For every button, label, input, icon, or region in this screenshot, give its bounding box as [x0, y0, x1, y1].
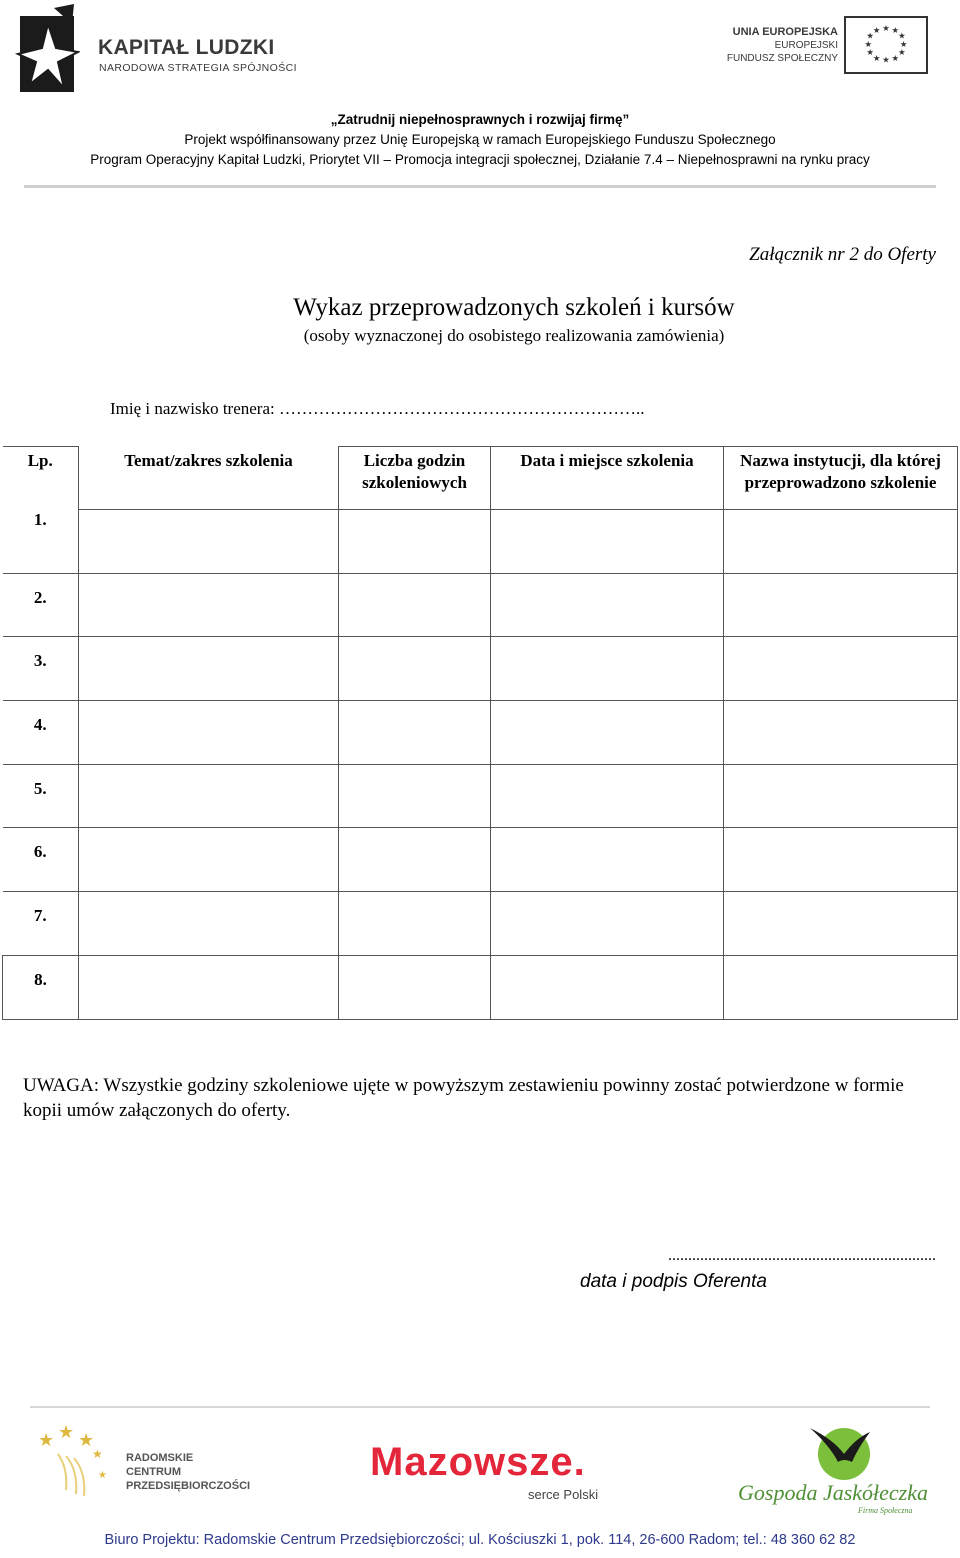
gospoda-wordmark: Gospoda Jaskółeczka [738, 1480, 929, 1505]
cell-date-place[interactable] [491, 764, 724, 828]
header-topic: Temat/zakres szkolenia [79, 447, 339, 510]
cell-date-place[interactable] [491, 573, 724, 637]
header-hours: Liczba godzin szkoleniowych [339, 447, 491, 510]
mazowsze-logo [370, 1440, 620, 1506]
cell-institution[interactable] [724, 701, 958, 765]
svg-text:★: ★ [866, 30, 874, 41]
svg-text:★: ★ [872, 24, 881, 35]
table-row [3, 510, 958, 574]
svg-text:★: ★ [899, 38, 908, 49]
project-slogan: „Zatrudnij niepełnosprawnych i rozwijaj firmę” [330, 112, 630, 127]
cell-hours[interactable] [339, 637, 491, 701]
row-number: 1. [3, 510, 79, 574]
cell-institution[interactable] [724, 573, 958, 637]
cell-topic[interactable] [79, 510, 339, 574]
table-row [3, 828, 958, 892]
trainer-name-field[interactable]: Imię i nazwisko trenera: ……………………………………………………….. [110, 399, 645, 418]
table-row [3, 573, 958, 637]
row-number: 7. [3, 892, 79, 956]
cell-date-place[interactable] [491, 955, 724, 1019]
row-number: 4. [3, 701, 79, 765]
row-number: 3. [3, 637, 79, 701]
project-funding-line: Projekt współfinansowany przez Unię Europejską w ramach Europejskiego Funduszu Społecznego [184, 132, 776, 147]
signature-line[interactable]: ................................................................... [668, 1247, 936, 1264]
kapital-ludzki-star-icon [14, 4, 80, 94]
cell-date-place[interactable] [491, 637, 724, 701]
cell-institution[interactable] [724, 892, 958, 956]
cell-topic[interactable] [79, 764, 339, 828]
cell-topic[interactable] [79, 955, 339, 1019]
row-number: 8. [3, 955, 79, 1019]
cell-topic[interactable] [79, 637, 339, 701]
footer-divider [30, 1406, 930, 1408]
document-title: Wykaz przeprowadzonych szkoleń i kursów [293, 294, 735, 321]
swallow-icon [804, 1418, 874, 1484]
svg-text:★: ★ [898, 47, 906, 58]
svg-text:★: ★ [58, 1424, 75, 1443]
svg-text:★: ★ [92, 1447, 103, 1461]
svg-text:★: ★ [872, 52, 881, 63]
rcp-stars-icon [36, 1424, 116, 1504]
svg-text:★: ★ [882, 23, 890, 34]
kapital-ludzki-title: KAPITAŁ LUDZKI [98, 36, 275, 59]
table-row [3, 764, 958, 828]
cell-institution[interactable] [724, 764, 958, 828]
cell-topic[interactable] [79, 828, 339, 892]
cell-institution[interactable] [724, 955, 958, 1019]
cell-hours[interactable] [339, 828, 491, 892]
signature-label: data i podpis Oferenta [580, 1271, 767, 1292]
header-institution: Nazwa instytucji, dla której przeprowadzono szkolenie [724, 447, 958, 510]
header-date-place: Data i miejsce szkolenia [491, 447, 724, 510]
eu-logo-line3: FUNDUSZ SPOŁECZNY [726, 53, 838, 64]
svg-text:★: ★ [891, 24, 900, 35]
eu-logo-text [727, 26, 838, 65]
cell-institution[interactable] [724, 510, 958, 574]
cell-hours[interactable] [339, 573, 491, 637]
cell-hours[interactable] [339, 892, 491, 956]
cell-topic[interactable] [79, 892, 339, 956]
cell-hours[interactable] [339, 701, 491, 765]
svg-text:★: ★ [891, 52, 900, 63]
svg-text:★: ★ [78, 1430, 95, 1451]
rcp-logo [36, 1424, 256, 1504]
eu-logo-line2: EUROPEJSKI [774, 40, 838, 51]
table-row [3, 637, 958, 701]
trainings-table [2, 446, 958, 1020]
cell-topic[interactable] [79, 701, 339, 765]
cell-date-place[interactable] [491, 892, 724, 956]
cell-institution[interactable] [724, 637, 958, 701]
rcp-line2: CENTRUM [126, 1466, 181, 1478]
table-row [3, 955, 958, 1019]
note-text: UWAGA: Wszystkie godziny szkoleniowe ujęte w powyższym zestawieniu powinny zostać potwierdzone w formie kopii umów załączonych do oferty. [23, 1075, 904, 1121]
row-number: 5. [3, 764, 79, 828]
cell-hours[interactable] [339, 764, 491, 828]
rcp-line3: PRZEDSIĘBIORCZOŚCI [126, 1480, 251, 1492]
project-header [0, 110, 960, 170]
kapital-ludzki-logo [14, 4, 314, 96]
kapital-ludzki-subtitle: NARODOWA STRATEGIA SPÓJNOŚCI [99, 62, 297, 74]
mazowsze-wordmark: Mazowsze. [370, 1440, 586, 1484]
cell-topic[interactable] [79, 573, 339, 637]
svg-text:★: ★ [882, 54, 890, 65]
svg-text:★: ★ [898, 30, 906, 41]
cell-date-place[interactable] [491, 510, 724, 574]
cell-institution[interactable] [724, 828, 958, 892]
rcp-line1: RADOMSKIE [126, 1452, 194, 1464]
eu-logo-line1: UNIA EUROPEJSKA [732, 26, 838, 38]
svg-text:★: ★ [864, 38, 873, 49]
cell-date-place[interactable] [491, 828, 724, 892]
row-number: 2. [3, 573, 79, 637]
gospoda-jaskoleczka-logo [738, 1418, 944, 1518]
mazowsze-tagline: serce Polski [528, 1487, 599, 1502]
footer-address: Biuro Projektu: Radomskie Centrum Przedsiębiorczości; ul. Kościuszki 1, pok. 114, 26-600 Radom; tel.: 48 360 62 82 [104, 1532, 856, 1548]
cell-hours[interactable] [339, 955, 491, 1019]
annex-label: Załącznik nr 2 do Oferty [749, 244, 936, 265]
svg-text:★: ★ [98, 1470, 107, 1481]
cell-hours[interactable] [339, 510, 491, 574]
table-row [3, 701, 958, 765]
svg-text:★: ★ [866, 47, 874, 58]
gospoda-tagline: Firma Społeczna [858, 1506, 913, 1515]
eu-flag-icon [844, 16, 928, 74]
document-subtitle: (osoby wyznaczonej do osobistego realizowania zamówienia) [303, 326, 725, 345]
cell-date-place[interactable] [491, 701, 724, 765]
header-divider [24, 185, 936, 188]
rcp-logo-text [126, 1451, 250, 1493]
header-lp: Lp. [3, 447, 79, 510]
table-row [3, 892, 958, 956]
table-header-row [3, 447, 958, 510]
svg-text:★: ★ [38, 1430, 55, 1451]
row-number: 6. [3, 828, 79, 892]
project-program-line: Program Operacyjny Kapitał Ludzki, Priorytet VII – Promocja integracji społecznej, Działanie 7.4 – Niepełnosprawni na rynku pracy [90, 152, 870, 167]
eu-logo [718, 16, 930, 78]
